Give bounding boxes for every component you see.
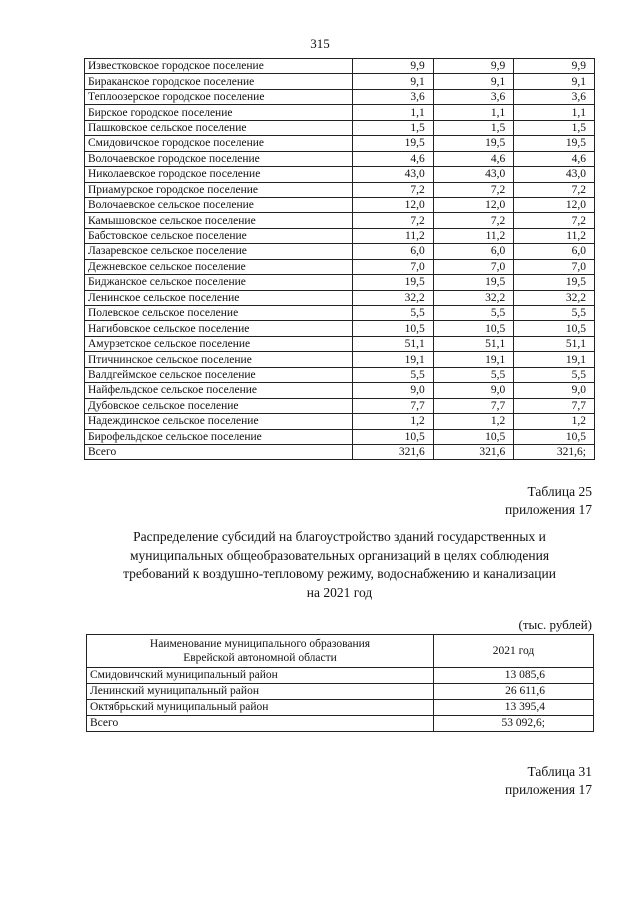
- value-col-3: 10,5: [514, 429, 595, 444]
- subsidy-table-districts: [86, 634, 594, 732]
- table-row: [85, 136, 595, 151]
- value-col-2: 5,5: [433, 367, 514, 382]
- value-col-3: 1,2: [514, 414, 595, 429]
- district-name: Октябрьский муниципальный район: [87, 700, 434, 716]
- header-year: 2021 год: [434, 635, 594, 668]
- settlement-name: Найфельдское сельское поселение: [85, 383, 353, 398]
- value-col-3: 321,6;: [514, 444, 595, 459]
- value-col-3: 43,0: [514, 167, 595, 182]
- value-col-3: 12,0: [514, 197, 595, 212]
- settlement-name: Волочаевское сельское поселение: [85, 197, 353, 212]
- table-number: Таблица 31: [527, 764, 592, 779]
- value-col-3: 9,9: [514, 59, 595, 74]
- value-col-2: 7,0: [433, 259, 514, 274]
- table-row: [85, 414, 595, 429]
- table-31-caption: [505, 763, 592, 799]
- settlement-name: Бабстовское сельское поселение: [85, 228, 353, 243]
- settlement-name: Теплоозерское городское поселение: [85, 89, 353, 104]
- value-col-3: 4,6: [514, 151, 595, 166]
- amount-2021: 26 611,6: [434, 684, 594, 700]
- value-col-1: 321,6: [353, 444, 434, 459]
- header-municipality: [87, 635, 434, 668]
- value-col-2: 321,6: [433, 444, 514, 459]
- value-col-1: 9,1: [353, 74, 434, 89]
- value-col-1: 4,6: [353, 151, 434, 166]
- settlement-name: Приамурское городское поселение: [85, 182, 353, 197]
- value-col-1: 9,9: [353, 59, 434, 74]
- value-col-2: 9,1: [433, 74, 514, 89]
- value-col-3: 32,2: [514, 290, 595, 305]
- value-col-2: 7,2: [433, 182, 514, 197]
- table-row: [85, 74, 595, 89]
- table-row: [85, 367, 595, 382]
- value-col-2: 1,5: [433, 120, 514, 135]
- value-col-3: 6,0: [514, 244, 595, 259]
- table-row: [85, 182, 595, 197]
- table-row: [87, 716, 594, 732]
- district-name: Смидовичский муниципальный район: [87, 668, 434, 684]
- amount-2021: 53 092,6;: [434, 716, 594, 732]
- table-row: [85, 290, 595, 305]
- districts-table-body: [87, 635, 594, 732]
- table-row: [85, 167, 595, 182]
- header-line: Наименование муниципального образования: [149, 638, 371, 650]
- settlement-name: Дубовское сельское поселение: [85, 398, 353, 413]
- value-col-3: 11,2: [514, 228, 595, 243]
- value-col-2: 19,5: [433, 275, 514, 290]
- district-name: Всего: [87, 716, 434, 732]
- value-col-2: 11,2: [433, 228, 514, 243]
- value-col-1: 32,2: [353, 290, 434, 305]
- value-col-3: 10,5: [514, 321, 595, 336]
- table-row: [85, 213, 595, 228]
- table-row: [85, 336, 595, 351]
- appendix-reference: приложения 17: [504, 502, 592, 517]
- settlement-name: Биджанское сельское поселение: [85, 275, 353, 290]
- value-col-1: 19,1: [353, 352, 434, 367]
- value-col-3: 1,1: [514, 105, 595, 120]
- value-col-1: 6,0: [353, 244, 434, 259]
- value-col-1: 5,5: [353, 367, 434, 382]
- value-col-1: 7,0: [353, 259, 434, 274]
- table-row: [85, 89, 595, 104]
- value-col-2: 43,0: [433, 167, 514, 182]
- table-row: [85, 275, 595, 290]
- page-number: 315: [310, 36, 330, 51]
- table-row: [85, 259, 595, 274]
- table-row: [85, 306, 595, 321]
- value-col-1: 51,1: [353, 336, 434, 351]
- value-col-1: 19,5: [353, 275, 434, 290]
- amount-2021: 13 395,4: [434, 700, 594, 716]
- settlement-name: Всего: [85, 444, 353, 459]
- table-row: [85, 352, 595, 367]
- settlement-name: Лазаревское сельское поселение: [85, 244, 353, 259]
- table-row: [87, 684, 594, 700]
- table-row: [85, 429, 595, 444]
- table-row: [87, 668, 594, 684]
- value-col-3: 51,1: [514, 336, 595, 351]
- settlement-name: Известковское городское поселение: [85, 59, 353, 74]
- table-row: [85, 383, 595, 398]
- value-col-1: 1,5: [353, 120, 434, 135]
- table-header-row: [87, 635, 594, 668]
- settlement-name: Бирское городское поселение: [85, 105, 353, 120]
- settlement-name: Николаевское городское поселение: [85, 167, 353, 182]
- settlement-name: Смидовичское городское поселение: [85, 136, 353, 151]
- value-col-2: 9,0: [433, 383, 514, 398]
- value-col-2: 9,9: [433, 59, 514, 74]
- settlement-name: Волочаевское городское поселение: [85, 151, 353, 166]
- units-label: (тыс. рублей): [518, 617, 592, 632]
- settlement-name: Надеждинское сельское поселение: [85, 414, 353, 429]
- amount-2021: 13 085,6: [434, 668, 594, 684]
- value-col-3: 5,5: [514, 306, 595, 321]
- heading-line: на 2021 год: [306, 584, 373, 600]
- value-col-3: 7,7: [514, 398, 595, 413]
- value-col-2: 1,2: [433, 414, 514, 429]
- value-col-1: 12,0: [353, 197, 434, 212]
- settlement-name: Бираканское городское поселение: [85, 74, 353, 89]
- value-col-2: 19,5: [433, 136, 514, 151]
- value-col-1: 3,6: [353, 89, 434, 104]
- value-col-1: 5,5: [353, 306, 434, 321]
- table-row: [85, 321, 595, 336]
- settlement-name: Полевское сельское поселение: [85, 306, 353, 321]
- value-col-2: 51,1: [433, 336, 514, 351]
- value-col-3: 19,1: [514, 352, 595, 367]
- value-col-3: 7,2: [514, 213, 595, 228]
- subsidy-table-settlements: [84, 58, 595, 460]
- value-col-2: 7,7: [433, 398, 514, 413]
- table-row: [87, 700, 594, 716]
- value-col-2: 10,5: [433, 429, 514, 444]
- table-25-caption: [505, 483, 592, 519]
- heading-line: муниципальных общеобразовательных организаций в целях соблюдения: [129, 547, 550, 563]
- table-row: [85, 151, 595, 166]
- value-col-2: 12,0: [433, 197, 514, 212]
- settlement-name: Нагибовское сельское поселение: [85, 321, 353, 336]
- value-col-2: 3,6: [433, 89, 514, 104]
- settlement-name: Валдгеймское сельское поселение: [85, 367, 353, 382]
- value-col-3: 1,5: [514, 120, 595, 135]
- settlement-name: Амурзетское сельское поселение: [85, 336, 353, 351]
- value-col-1: 1,2: [353, 414, 434, 429]
- table-row: [85, 120, 595, 135]
- settlement-name: Ленинское сельское поселение: [85, 290, 353, 305]
- value-col-1: 11,2: [353, 228, 434, 243]
- appendix-reference: приложения 17: [504, 782, 592, 797]
- value-col-1: 7,7: [353, 398, 434, 413]
- value-col-1: 19,5: [353, 136, 434, 151]
- value-col-1: 7,2: [353, 182, 434, 197]
- value-col-3: 19,5: [514, 136, 595, 151]
- value-col-3: 5,5: [514, 367, 595, 382]
- settlement-name: Камышовское сельское поселение: [85, 213, 353, 228]
- value-col-2: 19,1: [433, 352, 514, 367]
- district-name: Ленинский муниципальный район: [87, 684, 434, 700]
- value-col-1: 10,5: [353, 321, 434, 336]
- value-col-1: 7,2: [353, 213, 434, 228]
- value-col-2: 5,5: [433, 306, 514, 321]
- value-col-3: 9,0: [514, 383, 595, 398]
- value-col-1: 10,5: [353, 429, 434, 444]
- settlement-name: Птичнинское сельское поселение: [85, 352, 353, 367]
- value-col-3: 7,2: [514, 182, 595, 197]
- value-col-3: 7,0: [514, 259, 595, 274]
- settlement-name: Бирофельдское сельское поселение: [85, 429, 353, 444]
- table-number: Таблица 25: [527, 484, 592, 499]
- heading-line: Распределение субсидий на благоустройство зданий государственных и: [133, 529, 546, 544]
- value-col-2: 1,1: [433, 105, 514, 120]
- table-heading: [84, 528, 595, 602]
- heading-line: требований к воздушно-тепловому режиму, водоснабжению и канализации: [123, 566, 556, 581]
- value-col-1: 1,1: [353, 105, 434, 120]
- table-row: [85, 59, 595, 74]
- value-col-2: 6,0: [433, 244, 514, 259]
- value-col-1: 9,0: [353, 383, 434, 398]
- table-row: [85, 444, 595, 459]
- table-row: [85, 197, 595, 212]
- table-row: [85, 244, 595, 259]
- settlements-table-body: [85, 59, 595, 460]
- value-col-3: 9,1: [514, 74, 595, 89]
- settlement-name: Дежневское сельское поселение: [85, 259, 353, 274]
- value-col-3: 3,6: [514, 89, 595, 104]
- header-line: Еврейской автономной области: [183, 652, 337, 664]
- settlement-name: Пашковское сельское поселение: [85, 120, 353, 135]
- value-col-2: 10,5: [433, 321, 514, 336]
- value-col-1: 43,0: [353, 167, 434, 182]
- value-col-2: 4,6: [433, 151, 514, 166]
- value-col-3: 19,5: [514, 275, 595, 290]
- value-col-2: 32,2: [433, 290, 514, 305]
- table-row: [85, 228, 595, 243]
- table-row: [85, 105, 595, 120]
- value-col-2: 7,2: [433, 213, 514, 228]
- table-row: [85, 398, 595, 413]
